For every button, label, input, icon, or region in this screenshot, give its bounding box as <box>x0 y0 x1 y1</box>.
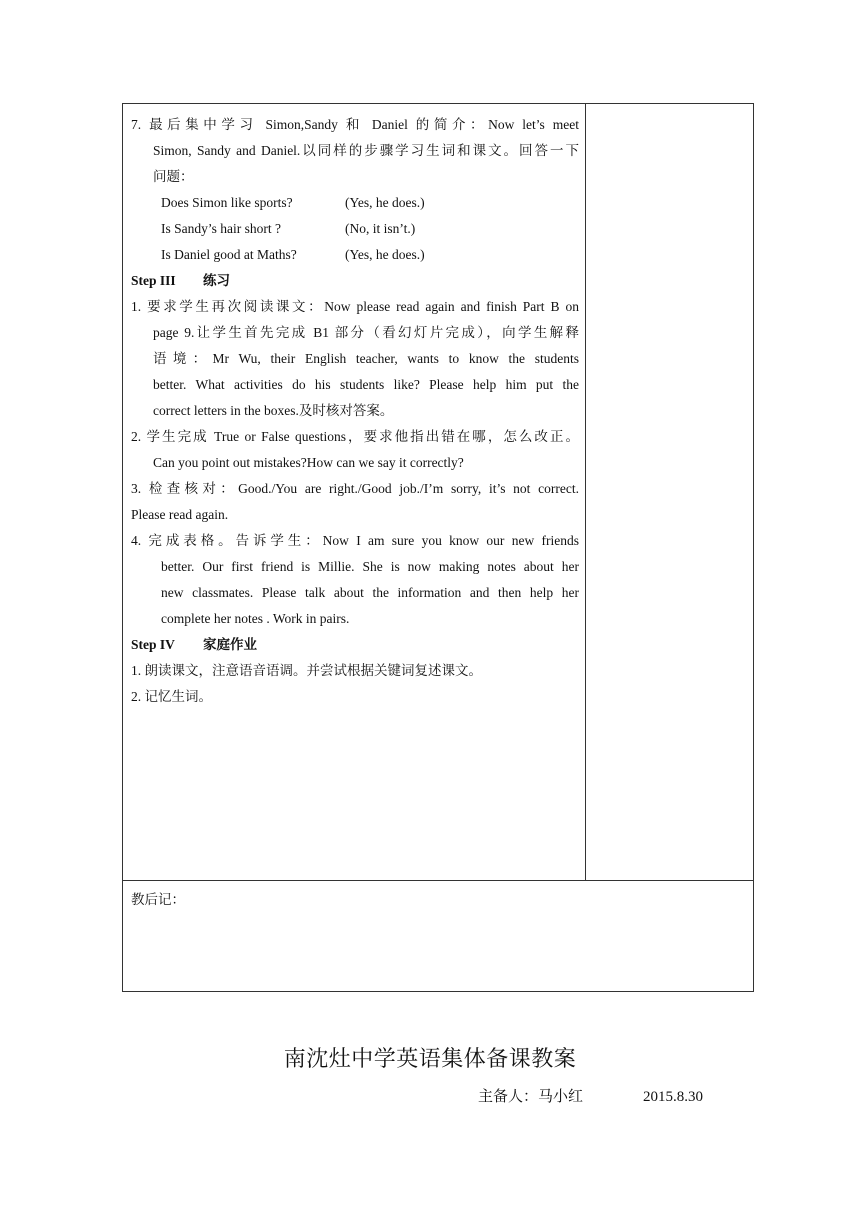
question-answer: (Yes, he does.) <box>345 195 425 210</box>
reflection-label: 教后记： <box>131 892 185 907</box>
question-row <box>131 242 579 268</box>
side-notes-cell <box>586 104 753 880</box>
item7-line3: 问题： <box>153 169 194 184</box>
question-text: Is Daniel good at Maths? <box>161 247 297 262</box>
question-row <box>131 216 579 242</box>
step4-label: Step IV <box>131 637 175 652</box>
step4-item: 1. 朗读课文，注意语音语调。并尝试根据关键词复述课文。 <box>131 663 482 678</box>
step3-p2-line: 2. 学生完成 True or False questions，要求他指出错在哪，怎么改正。 <box>131 429 579 444</box>
lesson-content-cell <box>123 104 586 880</box>
step3-p4-line: 4. 完成表格。告诉学生：Now I am sure you know our new friends <box>131 533 579 548</box>
question-answer: (Yes, he does.) <box>345 247 425 262</box>
preparer-date: 2015.8.30 <box>643 1089 704 1105</box>
step3-p1-line: correct letters in the boxes.及时核对答案。 <box>153 403 394 418</box>
step3-p1-line: 语境：Mr Wu, their English teacher, wants to know the students <box>153 351 579 366</box>
lesson-plan-table <box>122 103 754 992</box>
step3-p1-line: page 9.让学生首先完成 B1 部分（看幻灯片完成），向学生解释 <box>153 325 579 340</box>
step3-p4-line: new classmates. Please talk about the information and then help her <box>161 585 579 600</box>
document-title: 南沈灶中学英语集体备课教案 <box>283 1046 577 1071</box>
question-text: Does Simon like sports? <box>161 195 293 210</box>
item7-line2: Simon, Sandy and Daniel.以同样的步骤学习生词和课文。回答一下 <box>153 143 579 158</box>
step3-p3-line: Please read again. <box>131 507 229 522</box>
step3-p1-line: 1. 要求学生再次阅读课文：Now please read again and finish Part B on <box>131 299 579 314</box>
step4-title: 家庭作业 <box>203 637 257 652</box>
question-text: Is Sandy’s hair short ? <box>161 221 281 236</box>
step4-heading <box>131 632 579 658</box>
preparer-line <box>478 1085 703 1106</box>
step4-item: 2. 记忆生词。 <box>131 689 212 704</box>
question-answer: (No, it isn’t.) <box>345 221 416 236</box>
step3-label: Step III <box>131 273 176 288</box>
step3-title: 练习 <box>203 273 230 288</box>
step3-p4-line: complete her notes . Work in pairs. <box>161 611 350 626</box>
step3-p4-line: better. Our first friend is Millie. She is now making notes about her <box>161 559 579 574</box>
preparer-name: 主备人：马小红 <box>478 1089 584 1105</box>
step3-p1-line: better. What activities do his students like? Please help him put the <box>153 377 579 392</box>
step3-p3-line: 3. 检查核对：Good./You are right./Good job./I’m sorry, it’s not correct. <box>131 481 579 496</box>
step3-heading <box>131 268 579 294</box>
question-row <box>131 190 579 216</box>
step3-p2-line: Can you point out mistakes?How can we say it correctly? <box>153 455 464 470</box>
reflection-cell <box>123 881 753 991</box>
item7-line1: 7. 最后集中学习 Simon,Sandy 和 Daniel 的简介：Now let’s meet <box>131 117 579 132</box>
